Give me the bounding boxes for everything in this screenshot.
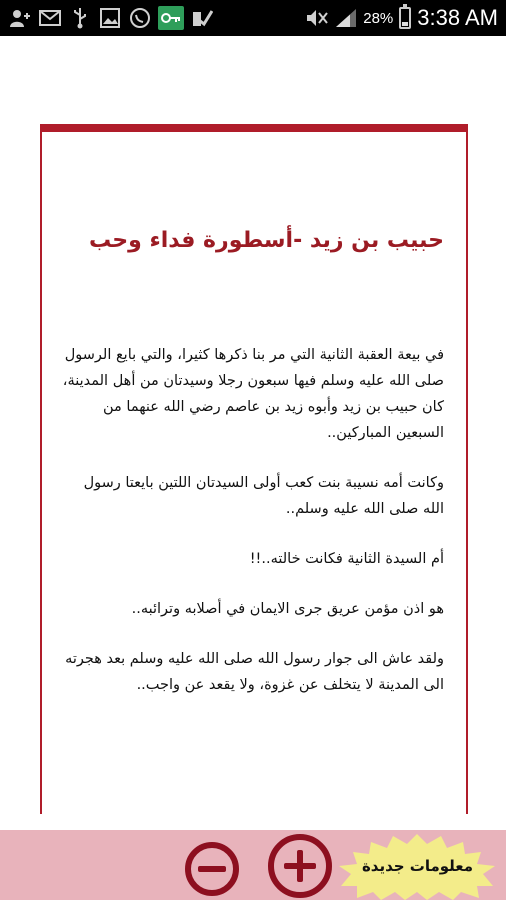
status-bar — [0, 0, 506, 36]
bottom-toolbar — [0, 830, 506, 900]
article-body — [62, 342, 444, 722]
email-icon — [38, 7, 62, 29]
article-title: حبيب بن زيد -أسطورة فداء وحب — [89, 228, 444, 253]
battery-percent: 28% — [363, 9, 394, 27]
battery-icon — [399, 7, 411, 29]
article-paragraph: ولقد عاش الى جوار رسول الله صلى الله عليه وسلم بعد هجرته الى المدينة لا يتخلف عن غزوة، ولا يقعد عن واجب.. — [65, 651, 444, 693]
article-paragraph: أم السيدة الثانية فكانت خالته..!! — [249, 551, 444, 567]
mute-icon — [305, 7, 329, 29]
zoom-in-button[interactable] — [268, 834, 332, 898]
system-status — [305, 5, 506, 31]
minus-circle-icon — [198, 866, 226, 872]
checkmark-icon — [190, 7, 214, 29]
article-paragraph: في بيعة العقبة الثانية التي مر بنا ذكرها كثيرا، والتي بايع الرسول صلى الله عليه وسلم فيها سبعون رجلا وسيدتان من أهل المدينة، كان حبيب بن زيد وأبوه زيد بن عاصم رضي الله عنهما من السبعين المباركين.. — [62, 347, 444, 441]
notification-icons — [0, 6, 214, 30]
article-card — [40, 124, 468, 814]
key-app-icon — [158, 6, 184, 30]
new-info-button[interactable] — [335, 832, 500, 900]
add-contact-icon — [8, 7, 32, 29]
clock: 3:38 AM — [417, 5, 498, 30]
article-paragraph: هو اذن مؤمن عريق جرى الايمان في أصلابه وترائبه.. — [131, 601, 444, 617]
gallery-icon — [98, 7, 122, 29]
whatsapp-icon — [128, 7, 152, 29]
usb-icon — [68, 7, 92, 29]
new-info-label: معلومات جديدة — [361, 857, 474, 875]
article-paragraph: وكانت أمه نسيبة بنت كعب أولى السيدتان اللتين بايعتا رسول الله صلى الله عليه وسلم.. — [83, 475, 444, 517]
zoom-out-button[interactable] — [185, 842, 239, 896]
signal-icon — [335, 8, 357, 28]
